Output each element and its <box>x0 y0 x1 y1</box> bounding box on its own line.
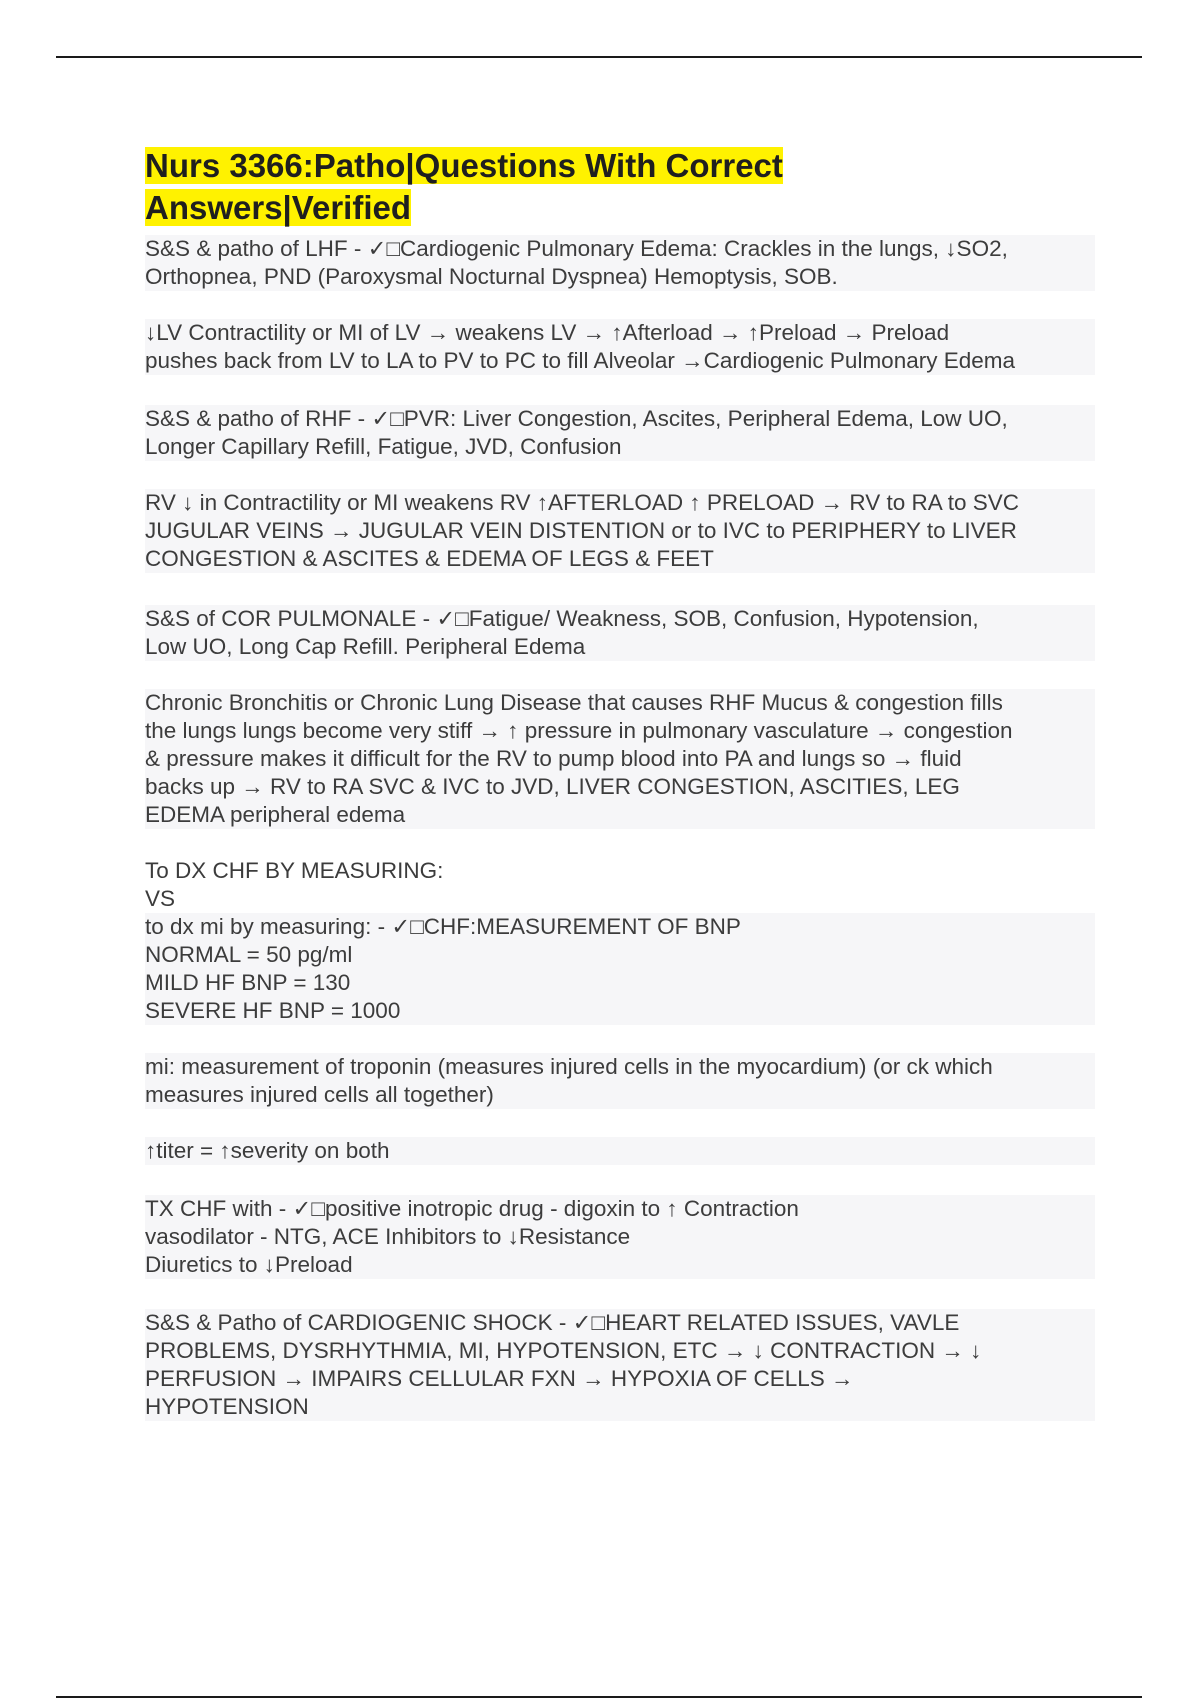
text-line: HYPOTENSION <box>145 1393 1095 1421</box>
title-line-2: Answers|Verified <box>145 189 412 226</box>
answer-block-titer <box>145 1137 1095 1165</box>
footer-rule <box>56 1696 1142 1698</box>
text-line: backs up → RV to RA SVC & IVC to JVD, LIVER CONGESTION, ASCITIES, LEG <box>145 773 1095 801</box>
text-line: PROBLEMS, DYSRHYTHMIA, MI, HYPOTENSION, ETC → ↓ CONTRACTION → ↓ <box>145 1337 1095 1365</box>
text-line: VS <box>145 886 176 911</box>
text-line: RV ↓ in Contractility or MI weakens RV ↑AFTERLOAD ↑ PRELOAD → RV to RA to SVC <box>145 489 1095 517</box>
text-line: Chronic Bronchitis or Chronic Lung Disease that causes RHF Mucus & congestion fills <box>145 689 1095 717</box>
text-line: To DX CHF BY MEASURING: <box>145 858 444 883</box>
text-line: measures injured cells all together) <box>145 1081 1095 1109</box>
answer-block-lhf <box>145 319 1095 375</box>
text-line: SEVERE HF BNP = 1000 <box>145 997 1095 1025</box>
qa-block-treatment <box>145 1195 1095 1279</box>
text-line: PERFUSION → IMPAIRS CELLULAR FXN → HYPOXIA OF CELLS → <box>145 1365 1095 1393</box>
text-line: the lungs lungs become very stiff → ↑ pressure in pulmonary vasculature → congestion <box>145 717 1095 745</box>
qa-block-cor-pulmonale <box>145 605 1095 661</box>
text-line: TX CHF with - ✓□positive inotropic drug - digoxin to ↑ Contraction <box>145 1195 1095 1223</box>
text-line: EDEMA peripheral edema <box>145 801 1095 829</box>
text-line: S&S & patho of RHF - ✓□PVR: Liver Congestion, Ascites, Peripheral Edema, Low UO, <box>145 405 1095 433</box>
text-line: vasodilator - NTG, ACE Inhibitors to ↓Resistance <box>145 1223 1095 1251</box>
text-line: ↑titer = ↑severity on both <box>145 1137 1095 1165</box>
text-line: pushes back from LV to LA to PV to PC to fill Alveolar →Cardiogenic Pulmonary Edema <box>145 347 1095 375</box>
document-body <box>145 145 1095 1421</box>
text-line: Diuretics to ↓Preload <box>145 1251 1095 1279</box>
qa-block-lhf <box>145 235 1095 291</box>
title-line-1: Nurs 3366:Patho|Questions With Correct <box>145 147 783 184</box>
header-rule <box>56 56 1142 58</box>
text-line: Low UO, Long Cap Refill. Peripheral Edema <box>145 633 1095 661</box>
answer-block-rhf <box>145 489 1095 573</box>
document-title <box>145 145 1095 229</box>
text-line: S&S & patho of LHF - ✓□Cardiogenic Pulmonary Edema: Crackles in the lungs, ↓SO2, <box>145 235 1095 263</box>
text-line: JUGULAR VEINS → JUGULAR VEIN DISTENTION or to IVC to PERIPHERY to LIVER <box>145 517 1095 545</box>
text-line: ↓LV Contractility or MI of LV → weakens LV → ↑Afterload → ↑Preload → Preload <box>145 319 1095 347</box>
text-line: S&S of COR PULMONALE - ✓□Fatigue/ Weakness, SOB, Confusion, Hypotension, <box>145 605 1095 633</box>
text-line: mi: measurement of troponin (measures injured cells in the myocardium) (or ck which <box>145 1053 1095 1081</box>
text-line: S&S & Patho of CARDIOGENIC SHOCK - ✓□HEART RELATED ISSUES, VAVLE <box>145 1309 1095 1337</box>
text-line: & pressure makes it difficult for the RV to pump blood into PA and lungs so → fluid <box>145 745 1095 773</box>
text-line: MILD HF BNP = 130 <box>145 969 1095 997</box>
qa-block-cardiogenic-shock <box>145 1309 1095 1421</box>
answer-block-cor-pulmonale <box>145 689 1095 829</box>
answer-block-troponin <box>145 1053 1095 1109</box>
qa-block-rhf <box>145 405 1095 461</box>
text-line: CONGESTION & ASCITES & EDEMA OF LEGS & FEET <box>145 545 1095 573</box>
text-line: Orthopnea, PND (Paroxysmal Nocturnal Dyspnea) Hemoptysis, SOB. <box>145 263 1095 291</box>
text-line: to dx mi by measuring: - ✓□CHF:MEASUREMENT OF BNP <box>145 913 1095 941</box>
text-line: NORMAL = 50 pg/ml <box>145 941 1095 969</box>
text-line: Longer Capillary Refill, Fatigue, JVD, Confusion <box>145 433 1095 461</box>
qa-block-diagnosis <box>145 857 1095 1025</box>
